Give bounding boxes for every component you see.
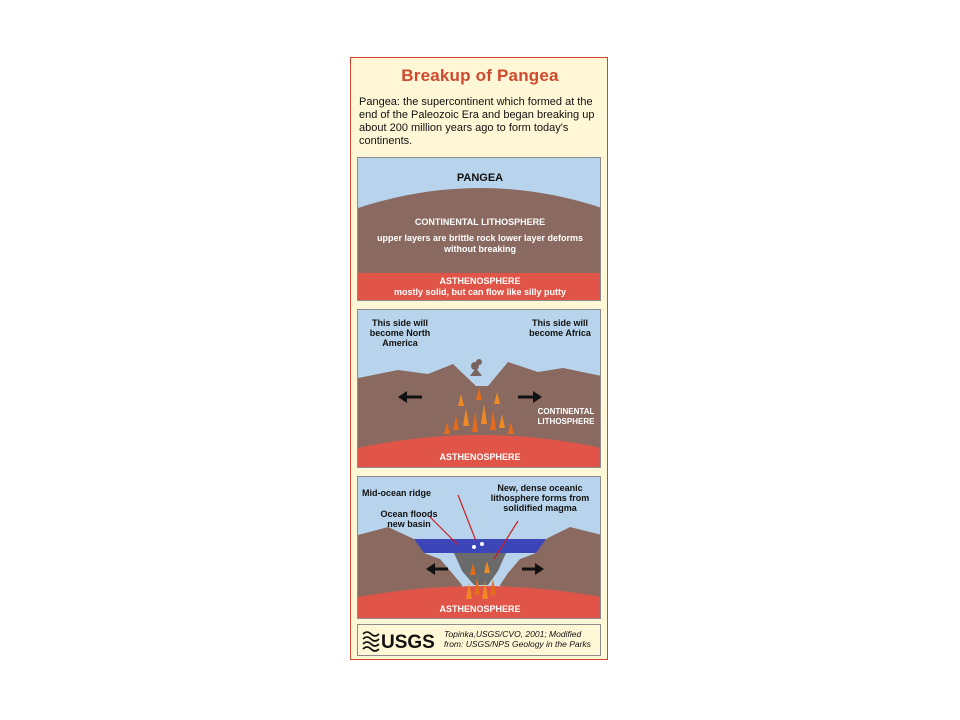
- continental-lithosphere-label: CONTINENTAL LITHOSPHERE: [414, 217, 546, 227]
- panel-rifting: [357, 309, 601, 468]
- continental-lithosphere: [358, 188, 601, 273]
- panel-ocean-basin: [357, 476, 601, 619]
- credit-box: [357, 624, 601, 656]
- asthenosphere-label: ASTHENOSPHERE: [439, 452, 521, 462]
- diagram-poster: [350, 57, 608, 660]
- usgs-wave-mark: [363, 632, 379, 651]
- ocean-floods-label: Ocean floods new basin: [380, 509, 438, 529]
- intro-text: Pangea: the supercontinent which formed at the end of the Paleozoic Era and began breaking up about 200 million years ago to form today's continents.: [359, 96, 595, 147]
- mid-ocean-ridge-label: Mid-ocean ridge: [362, 488, 432, 498]
- new-oceanic-lithosphere-label: New, dense oceanic lithosphere forms from solidified magma: [490, 483, 590, 513]
- asthenosphere-note: mostly solid, but can flow like silly putty: [393, 287, 567, 297]
- lithosphere-note: upper layers are brittle rock lower layer deforms without breaking: [376, 233, 584, 254]
- north-america-note: This side will become North America: [369, 318, 431, 348]
- ocean-water: [414, 539, 546, 553]
- continental-lithosphere-label: CONTINENTAL LITHOSPHERE: [537, 407, 595, 426]
- pangea-heading: PANGEA: [456, 172, 504, 184]
- panel-pangea: [357, 157, 601, 301]
- diagram-title: Breakup of Pangea: [401, 66, 559, 85]
- asthenosphere-label: ASTHENOSPHERE: [439, 604, 521, 614]
- credit-text: Topinka,USGS/CVO, 2001; Modified from: USGS/NPS Geology in the Parks: [444, 629, 591, 649]
- africa-note: This side will become Africa: [529, 318, 591, 338]
- usgs-logo: [361, 628, 437, 652]
- usgs-logo-text: USGS: [381, 632, 435, 652]
- asthenosphere-label: ASTHENOSPHERE: [439, 276, 521, 286]
